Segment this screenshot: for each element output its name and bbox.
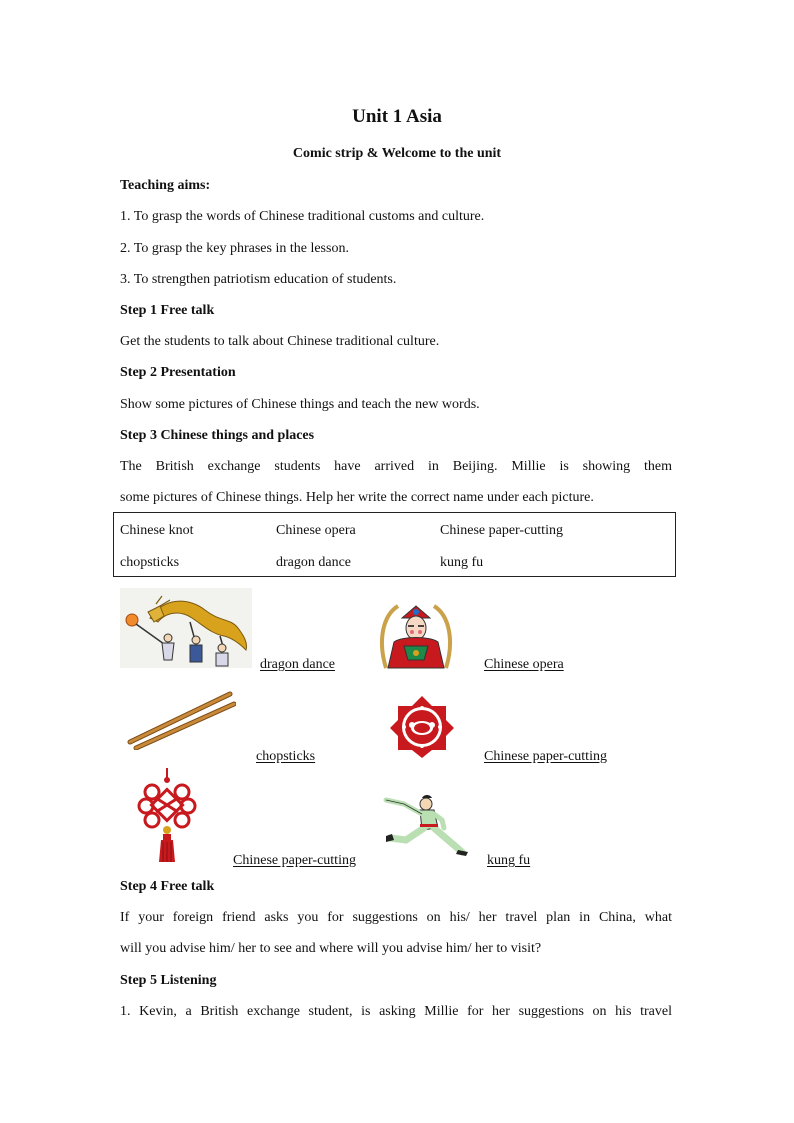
step3-heading: Step 3 Chinese things and places	[120, 428, 315, 443]
word-box-item: kung fu	[440, 555, 484, 570]
page-title: Unit 1 Asia	[352, 106, 442, 127]
step5-text-line1: 1. Kevin, a British exchange student, is asking Millie for her suggestions on his travel	[120, 1004, 672, 1019]
page-subtitle: Comic strip & Welcome to the unit	[292, 146, 502, 161]
aim-item: 3. To strengthen patriotism education of students.	[120, 272, 397, 287]
step1-heading: Step 1 Free talk	[120, 303, 215, 318]
caption-paper-cutting: Chinese paper-cutting	[484, 749, 607, 764]
kung-fu-image	[382, 794, 472, 858]
chinese-knot-image	[134, 768, 200, 864]
step4-heading: Step 4 Free talk	[120, 879, 215, 894]
chinese-opera-image	[368, 602, 464, 670]
caption-chinese-knot: Chinese paper-cutting	[233, 853, 356, 868]
step3-text-line1: The British exchange students have arrived in Beijing. Millie is showing them	[120, 459, 672, 474]
caption-chinese-opera: Chinese opera	[484, 657, 564, 672]
word-box-item: Chinese paper-cutting	[440, 523, 563, 538]
word-box	[113, 512, 676, 577]
step1-text: Get the students to talk about Chinese traditional culture.	[120, 334, 440, 349]
word-box-item: Chinese opera	[276, 523, 356, 538]
word-box-item: chopsticks	[120, 555, 180, 570]
caption-chopsticks: chopsticks	[256, 749, 316, 764]
dragon-dance-image	[120, 588, 252, 668]
aim-item: 1. To grasp the words of Chinese traditional customs and culture.	[120, 209, 485, 224]
step4-text-line2: will you advise him/ her to see and where will you advise him/ her to visit?	[120, 941, 542, 956]
caption-dragon-dance: dragon dance	[260, 657, 336, 672]
caption-kung-fu: kung fu	[487, 853, 531, 868]
step4-text-line1: If your foreign friend asks you for suggestions on his/ her travel plan in China, what	[120, 910, 672, 925]
step5-heading: Step 5 Listening	[120, 973, 217, 988]
word-box-item: Chinese knot	[120, 523, 194, 538]
chopsticks-image	[126, 690, 236, 750]
step3-text-line2: some pictures of Chinese things. Help her write the correct name under each picture.	[120, 490, 594, 505]
paper-cutting-image	[388, 694, 456, 758]
step2-heading: Step 2 Presentation	[120, 365, 236, 380]
aims-heading: Teaching aims:	[120, 178, 211, 193]
step2-text: Show some pictures of Chinese things and teach the new words.	[120, 397, 480, 412]
word-box-item: dragon dance	[276, 555, 352, 570]
aim-item: 2. To grasp the key phrases in the lesson.	[120, 241, 349, 256]
